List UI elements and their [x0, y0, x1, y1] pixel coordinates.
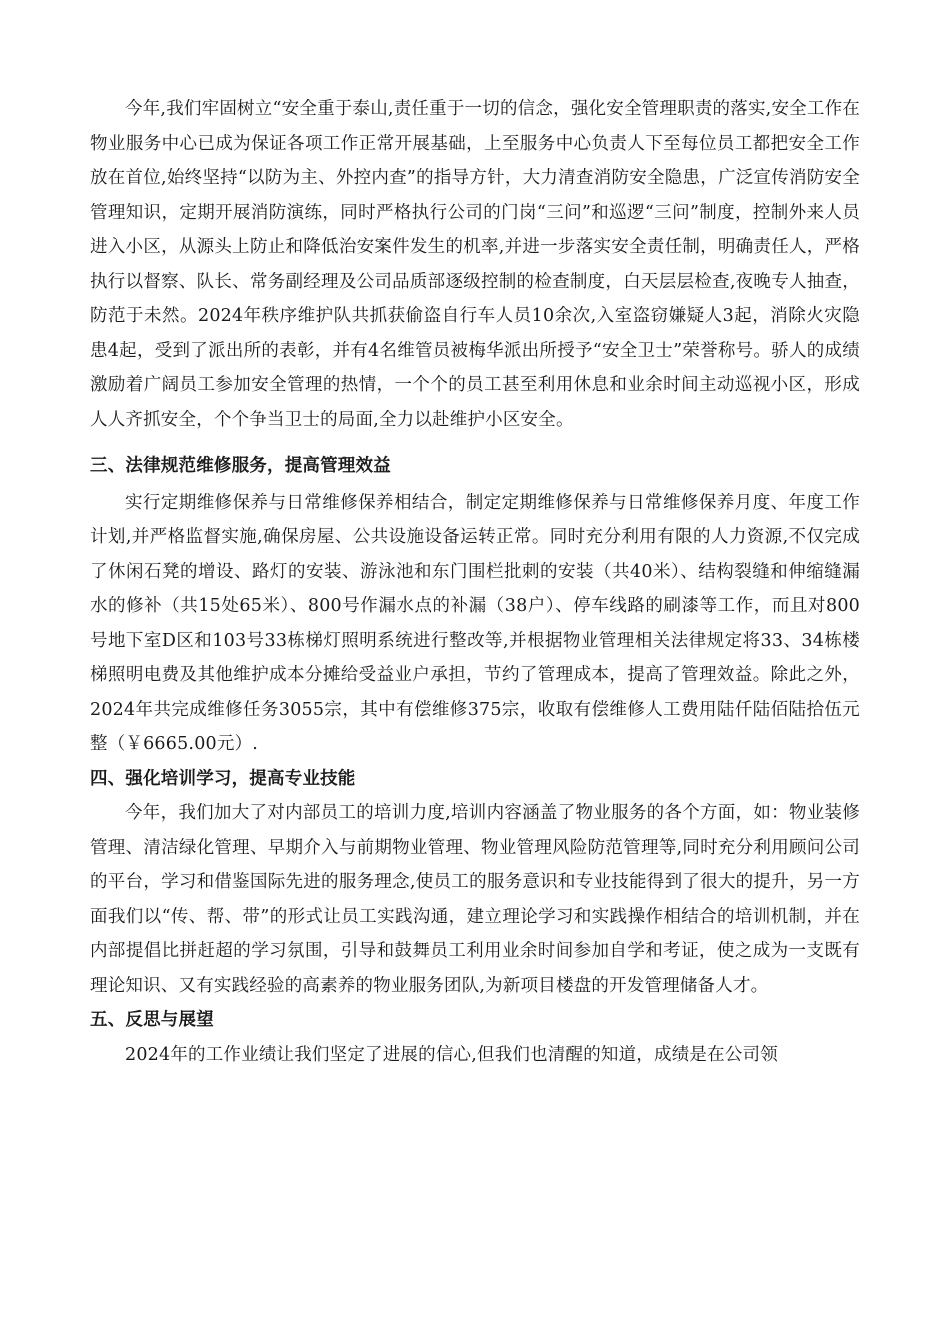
paragraph-maintenance: 实行定期维修保养与日常维修保养相结合，制定定期维修保养与日常维修保养月度、年度工作计划,并严格监督实施,确保房屋、公共设施设备运转正常。同时充分利用有限的人力资源,不仅完成了休闲石凳的增设、路灯的安装、游泳池和东门围栏批刺的安装（共40米）、结构裂缝和伸缩缝漏水的修补（共15处65米）、800号作漏水点的补漏（38户）、停车线路的刷漆等工作，而且对800号地下室D区和103号33栋梯灯照明系统进行整改等,并根据物业管理相关法律规定将33、34栋楼梯照明电费及其他维护成本分摊给受益业户承担，节约了管理成本，提高了管理效益。除此之外，2024年共完成维修任务3055宗，其中有偿维修375宗，收取有偿维修人工费用陆仟陆佰陆拾伍元整（￥6665.00元）. [90, 492, 860, 754]
paragraph-safety: 今年,我们牢固树立“安全重于泰山,责任重于一切的信念，强化安全管理职责的落实,安全工作在物业服务中心已成为保证各项工作正常开展基础，上至服务中心负责人下至每位员工都把安全工作放在首位,始终坚持“以防为主、外控内查”的指导方针，大力清查消防安全隐患，广泛宣传消防安全管理知识，定期开展消防演练，同时严格执行公司的门岗“三问”和巡逻“三问”制度，控制外来人员进入小区，从源头上防止和降低治安案件发生的机率,并进一步落实安全责任制，明确责任人，严格执行以督察、队长、常务副经理及公司品质部逐级控制的检查制度，白天层层检查,夜晚专人抽查，防范于未然。2024年秩序维护队共抓获偷盗自行车人员10余次,入室盗窃嫌疑人3起，消除火灾隐患4起，受到了派出所的表彰，并有4名维管员被梅华派出所授予“安全卫士”荣誉称号。骄人的成绩激励着广阔员工参加安全管理的热情，一个个的员工甚至利用休息和业余时间主动巡视小区，形成人人齐抓安全，个个争当卫士的局面,全力以赴维护小区安全。 [90, 99, 860, 430]
section-heading-4: 四、强化培训学习，提高专业技能 [90, 768, 356, 789]
paragraph-training: 今年，我们加大了对内部员工的培训力度,培训内容涵盖了物业服务的各个方面，如：物业装修管理、清洁绿化管理、早期介入与前期物业管理、物业管理风险防范管理等,同时充分利用顾问公司的平台，学习和借鉴国际先进的服务理念,使员工的服务意识和专业技能得到了很大的提升，另一方面我们以“传、帮、带”的形式让员工实践沟通，建立理论学习和实践操作相结合的培训机制，并在内部提倡比拼赶超的学习氛围，引导和鼓舞员工利用业余时间参加自学和考证，使之成为一支既有理论知识、又有实践经验的高素养的物业服务团队,为新项目楼盘的开发管理储备人才。 [90, 803, 860, 996]
document-body [90, 92, 860, 1072]
paragraph-outlook: 2024年的工作业绩让我们坚定了进展的信心,但我们也清醒的知道，成绩是在公司领 [125, 1044, 778, 1065]
spacer [90, 437, 860, 449]
section-heading-5: 五、反思与展望 [90, 1010, 214, 1030]
section-heading-3: 三、法律规范维修服务，提高管理效益 [90, 456, 391, 476]
